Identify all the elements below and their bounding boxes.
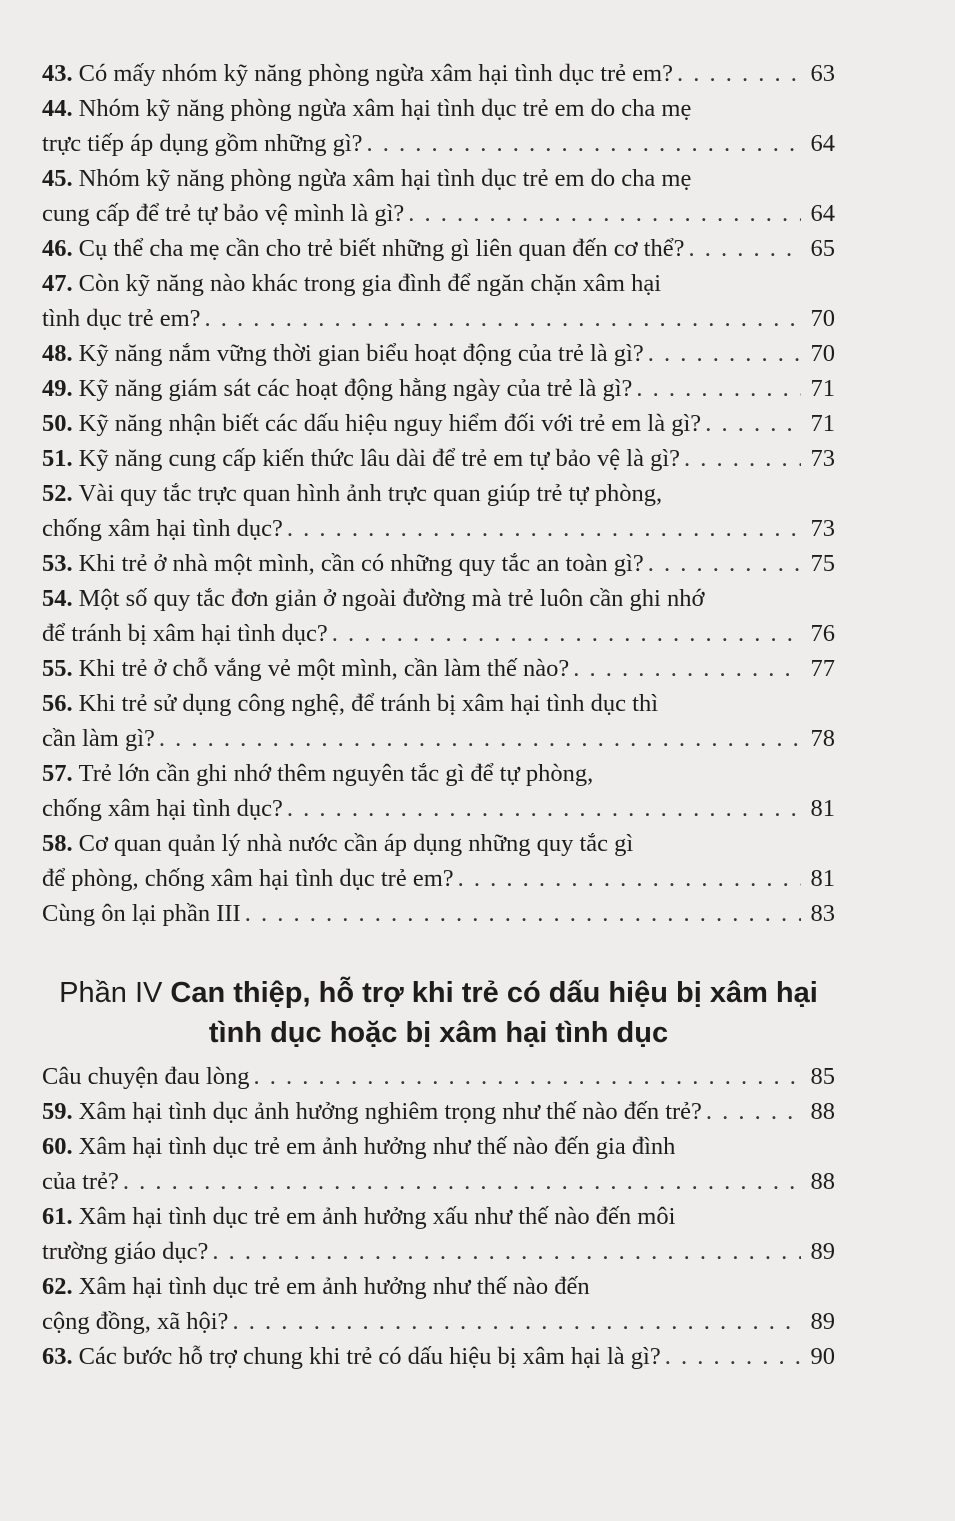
toc-entry-title: cộng đồng, xã hội? [42,1308,229,1335]
toc-entry-title: Nhóm kỹ năng phòng ngừa xâm hại tình dục trẻ em do cha mẹ [78,95,692,122]
toc-entry-number: 62. [42,1273,73,1300]
toc-entry-title: Kỹ năng giám sát các hoạt động hằng ngày của trẻ là gì? [78,375,633,402]
toc-entry-page-number: 63 [810,60,835,87]
toc-entry-line [42,1339,835,1374]
toc-entry-number: 55. [42,655,73,682]
dot-leader [458,861,801,896]
dot-leader [648,546,801,581]
toc-entry-title: để tránh bị xâm hại tình dục? [42,620,328,647]
toc-entry-number: 47. [42,270,73,297]
toc-entry-page-number: 73 [810,515,835,542]
toc-entry-line [42,406,835,441]
toc-entry-line [42,686,835,721]
toc-entry-line [42,791,835,826]
toc-entry-line [42,231,835,266]
toc-entry-line [42,1059,835,1094]
toc-entry-line [42,546,835,581]
toc-entry-number: 45. [42,165,73,192]
toc-entry-page-number: 73 [810,445,835,472]
toc-entry-title: Xâm hại tình dục trẻ em ảnh hưởng như thế nào đến [78,1273,590,1300]
toc-entry [42,476,835,546]
dot-leader [254,1059,801,1094]
toc-entry-title: trường giáo dục? [42,1238,209,1265]
dot-leader [684,441,801,476]
toc-entry-line [42,861,835,896]
toc-entry [42,231,835,266]
dot-leader [665,1339,801,1374]
toc-entry-page-number: 90 [810,1343,835,1370]
toc-entry-page-number: 64 [810,200,835,227]
toc-entry-line [42,1234,835,1269]
toc-entry-page-number: 70 [810,340,835,367]
toc-entry-number: 53. [42,550,73,577]
toc-entry-title: Kỹ năng nắm vững thời gian biểu hoạt động của trẻ là gì? [78,340,644,367]
toc-entry-number: 50. [42,410,73,437]
toc-entry-number: 46. [42,235,73,262]
toc-entry-title: Khi trẻ ở chỗ vắng vẻ một mình, cần làm thế nào? [78,655,570,682]
toc-entry-title: Có mấy nhóm kỹ năng phòng ngừa xâm hại tình dục trẻ em? [78,60,673,87]
toc-entry-page-number: 64 [810,130,835,157]
dot-leader [287,511,801,546]
toc-entry-title: Câu chuyện đau lòng [42,1063,250,1090]
toc-entry [42,336,835,371]
toc-entry-number: 61. [42,1203,73,1230]
toc-entry-title: Vài quy tắc trực quan hình ảnh trực quan giúp trẻ tự phòng, [78,480,663,507]
toc-entry-page-number: 83 [810,900,835,927]
toc-entry-number: 48. [42,340,73,367]
toc-entry-title: Xâm hại tình dục trẻ em ảnh hưởng như thế nào đến gia đình [78,1133,676,1160]
toc-entry [42,266,835,336]
toc-entry [42,756,835,826]
toc-entry-number: 54. [42,585,73,612]
dot-leader [232,1304,801,1339]
dot-leader [408,196,801,231]
toc-entry-title: cung cấp để trẻ tự bảo vệ mình là gì? [42,200,405,227]
toc-entry-number: 56. [42,690,73,717]
toc-section-part-4 [42,1059,835,1374]
toc-entry-line [42,1164,835,1199]
toc-entry [42,56,835,91]
toc-entry [42,1339,835,1374]
toc-entry [42,161,835,231]
dot-leader [332,616,801,651]
toc-entry [42,546,835,581]
dot-leader [212,1234,801,1269]
toc-entry-title: Các bước hỗ trợ chung khi trẻ có dấu hiệu bị xâm hại là gì? [78,1343,661,1370]
toc-entry-line [42,1094,835,1129]
toc-entry-number: 43. [42,60,73,87]
toc-entry-title: cần làm gì? [42,725,155,752]
toc-entry-line [42,336,835,371]
toc-entry-page-number: 88 [810,1098,835,1125]
toc-entry [42,896,835,931]
toc-entry-number: 58. [42,830,73,857]
toc-entry-line [42,1199,835,1234]
toc-entry-line [42,511,835,546]
part-label: Phần IV [59,977,163,1009]
toc-entry-number: 60. [42,1133,73,1160]
dot-leader [573,651,801,686]
dot-leader [648,336,801,371]
toc-entry [42,91,835,161]
toc-entry-number: 59. [42,1098,73,1125]
dot-leader [123,1164,801,1199]
toc-entry-page-number: 81 [810,865,835,892]
toc-entry-number: 63. [42,1343,73,1370]
toc-entry-title: Cơ quan quản lý nhà nước cần áp dụng những quy tắc gì [78,830,634,857]
toc-entry-line [42,896,835,931]
toc-entry-page-number: 89 [810,1308,835,1335]
dot-leader [367,126,802,161]
toc-entry-line [42,56,835,91]
toc-entry-page-number: 81 [810,795,835,822]
toc-entry-line [42,1129,835,1164]
toc-entry-title: tình dục trẻ em? [42,305,201,332]
toc-entry-title: chống xâm hại tình dục? [42,795,283,822]
toc-entry-page-number: 88 [810,1168,835,1195]
toc-entry-page-number: 65 [810,235,835,262]
dot-leader [705,406,801,441]
toc-entry [42,1129,835,1199]
toc-entry-number: 44. [42,95,73,122]
part-heading-line-1 [42,973,835,1013]
toc-entry-line [42,126,835,161]
toc-entry-page-number: 71 [810,375,835,402]
toc-entry-page-number: 85 [810,1063,835,1090]
part-title-line-2: tình dục hoặc bị xâm hại tình dục [208,1017,669,1049]
toc-entry-page-number: 89 [810,1238,835,1265]
toc-entry-line [42,91,835,126]
toc-entry-title: để phòng, chống xâm hại tình dục trẻ em? [42,865,454,892]
toc-entry-line [42,721,835,756]
toc-entry-title: Khi trẻ ở nhà một mình, cần có những quy tắc an toàn gì? [78,550,644,577]
dot-leader [706,1094,801,1129]
toc-entry-line [42,616,835,651]
toc-entry-line [42,371,835,406]
toc-entry [42,406,835,441]
dot-leader [689,231,802,266]
toc-entry-line [42,581,835,616]
toc-entry-number: 51. [42,445,73,472]
toc-entry-title: Xâm hại tình dục ảnh hưởng nghiêm trọng như thế nào đến trẻ? [78,1098,702,1125]
toc-entry-line [42,1269,835,1304]
toc-entry-line [42,476,835,511]
dot-leader [245,896,801,931]
toc-entry-page-number: 78 [810,725,835,752]
toc-entry-line [42,651,835,686]
toc-entry [42,1094,835,1129]
toc-section-part-3 [42,56,835,931]
toc-entry-line [42,1304,835,1339]
toc-entry-number: 52. [42,480,73,507]
toc-entry [42,1059,835,1094]
toc-entry-line [42,196,835,231]
toc-entry-title: Kỹ năng cung cấp kiến thức lâu dài để trẻ em tự bảo vệ là gì? [78,445,681,472]
dot-leader [205,301,801,336]
toc-entry-line [42,301,835,336]
toc-entry-title: Nhóm kỹ năng phòng ngừa xâm hại tình dục trẻ em do cha mẹ [78,165,692,192]
toc-entry-title: Một số quy tắc đơn giản ở ngoài đường mà trẻ luôn cần ghi nhớ [78,585,705,612]
toc-entry [42,1199,835,1269]
toc-entry-line [42,266,835,301]
dot-leader [677,56,801,91]
toc-entry-title: trực tiếp áp dụng gồm những gì? [42,130,363,157]
toc-entry-title: Xâm hại tình dục trẻ em ảnh hưởng xấu như thế nào đến môi [78,1203,676,1230]
dot-leader [636,371,801,406]
toc-entry-line [42,161,835,196]
toc-entry-line [42,441,835,476]
toc-entry [42,686,835,756]
toc-entry-number: 57. [42,760,73,787]
toc-entry-title: Khi trẻ sử dụng công nghệ, để tránh bị xâm hại tình dục thì [78,690,659,717]
toc-entry-line [42,826,835,861]
toc-entry-title: chống xâm hại tình dục? [42,515,283,542]
toc-entry [42,441,835,476]
toc-entry-page-number: 76 [810,620,835,647]
toc-entry-page-number: 70 [810,305,835,332]
toc-entry [42,651,835,686]
toc-entry-page-number: 71 [810,410,835,437]
toc-entry-number: 49. [42,375,73,402]
toc-entry [42,1269,835,1339]
part-title-line-1: Can thiệp, hỗ trợ khi trẻ có dấu hiệu bị xâm hại [170,977,818,1009]
toc-entry-title: Còn kỹ năng nào khác trong gia đình để ngăn chặn xâm hại [78,270,662,297]
dot-leader [287,791,801,826]
toc-entry-title: Cùng ôn lại phần III [42,900,241,927]
toc-entry-title: Cụ thể cha mẹ cần cho trẻ biết những gì liên quan đến cơ thể? [78,235,685,262]
toc-entry-line [42,756,835,791]
toc-entry [42,581,835,651]
dot-leader [159,721,801,756]
toc-entry-title: Kỹ năng nhận biết các dấu hiệu nguy hiểm đối với trẻ em là gì? [78,410,702,437]
toc-entry-title: Trẻ lớn cần ghi nhớ thêm nguyên tắc gì để tự phòng, [78,760,594,787]
toc-entry [42,371,835,406]
part-heading [42,973,835,1053]
toc-entry-title: của trẻ? [42,1168,119,1195]
toc-entry-page-number: 75 [810,550,835,577]
toc-entry [42,826,835,896]
toc-entry-page-number: 77 [810,655,835,682]
